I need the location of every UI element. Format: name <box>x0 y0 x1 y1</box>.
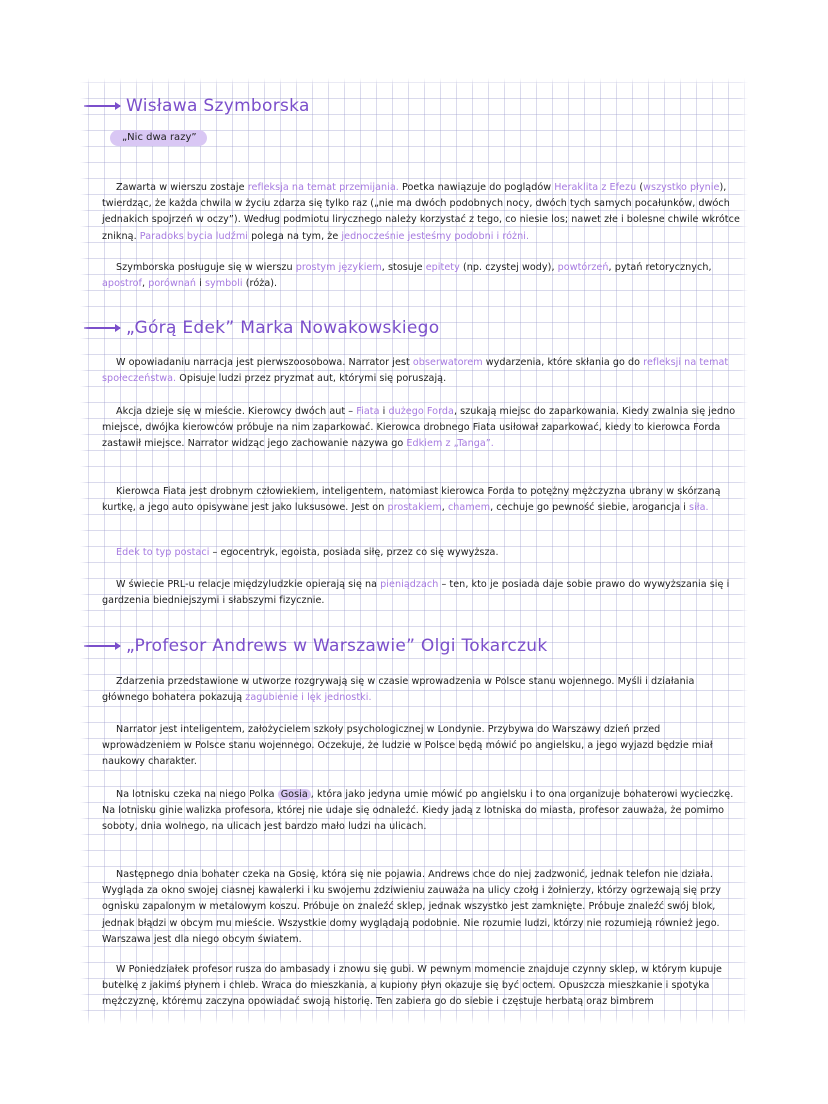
paragraph: Zawarta w wierszu zostaje refleksja na temat przemijania. Poetka nawiązuje do poglądów Heraklita z Efezu (wszystko płynie), twierdząc, że każda chwila w życiu zdarza się tylko raz („nie ma dwóch podobnych nocy, dwóch tych samych pocałunków, dwóch jednakich spojrzeń w oczy”). Według podmiotu lirycznego należy korzystać z tego, co niesie los; nawet złe i bolesne chwile wkrótce znikną. Paradoks bycia ludźmi polega na tym, że jednocześnie jesteśmy podobni i różni. <box>102 182 740 242</box>
arrow-right-icon <box>84 645 120 647</box>
highlighted-term: epitety <box>425 262 460 273</box>
paragraph: W Poniedziałek profesor rusza do ambasady i znowu się gubi. W pewnym momencie znajduje czynny sklep, w którym kupuje butelkę z jakimś płynem i chleb. Wraca do mieszkania, a kupiony płyn okazuje się być octem. Opuszcza mieszkanie i spotyka mężczyznę, któremu zaczyna opowiadać swoją historię. Ten zabiera go do siebie i częstuje herbatą oraz bimbrem <box>102 964 723 1008</box>
highlighted-term: powtórzeń <box>557 262 609 273</box>
highlighted-term: jednocześnie jesteśmy podobni i różni. <box>341 230 530 242</box>
section-heading-gora-edek <box>80 318 439 338</box>
arrow-right-icon <box>84 327 120 329</box>
highlighted-term: siła. <box>689 502 709 514</box>
heading-text: „Górą Edek” Marka Nowakowskiego <box>126 318 440 338</box>
highlighted-term: refleksji na temat społeczeństwa. <box>102 357 729 385</box>
heading-text: „Profesor Andrews w Warszawie” Olgi Tokarczuk <box>126 636 548 656</box>
highlighted-term: prostakiem <box>387 502 442 514</box>
paragraph: W świecie PRL-u relacje międzyludzkie opierają się na pieniądzach – ten, kto je posiada daje sobie prawo do wywyższania się i gardzenia biedniejszymi i słabszymi fizycznie. <box>102 579 730 607</box>
paragraph: Kierowca Fiata jest drobnym człowiekiem, inteligentem, natomiast kierowca Forda to potężny mężczyzna ubrany w skórzaną kurtkę, a jego auto opisywane jest jako luksusowe. Jest on prostakiem, chamem, cechuje go pewność siebie, arogancja i siła. <box>102 486 721 514</box>
poem-title-highlight: „Nic dwa razy” <box>110 130 207 146</box>
highlighted-term: wszystko płynie <box>643 182 720 193</box>
paragraph: Narrator jest inteligentem, założycielem szkoły psychologicznej w Londynie. Przybywa do Warszawy dzień przed wprowadzeniem w Polsce stanu wojennego. Oczekuje, że ludzie w Polsce będą mówić po angielsku, a jego wyjazd będzie miał naukowy charakter. <box>102 724 713 768</box>
highlighted-term: Edek to typ postaci <box>116 547 210 558</box>
highlighted-term: dużego Forda <box>388 406 454 417</box>
section-heading-profesor-andrews <box>80 636 548 656</box>
highlighted-term: symboli <box>204 278 243 290</box>
paragraph: Akcja dzieje się w mieście. Kierowcy dwóch aut – Fiata i dużego Forda, szukają miejsc do zaparkowania. Kiedy zwalnia się jedno miejsce, dwójka kierowców próbuje na nim zaparkować. Kierowca drobnego Fiata usiłował zaparkować, kiedy to kierowca Forda zastawił miejsce. Narrator widząc jego zachowanie nazywa go Edkiem z „Tanga”. <box>102 406 736 450</box>
paragraph: Edek to typ postaci – egocentryk, egoista, posiada siłę, przez co się wywyższa. <box>116 547 499 558</box>
paragraph: Zdarzenia przedstawione w utworze rozgrywają się w czasie wprowadzenia w Polsce stanu wojennego. Myśli i działania głównego bohatera pokazują zagubienie i lęk jednostki. <box>102 676 695 704</box>
highlighted-term: prostym językiem <box>295 262 382 273</box>
highlighted-term: chamem <box>447 502 491 514</box>
highlighted-term: Edkiem z „Tanga”. <box>406 438 494 450</box>
marked-term: Gosia <box>278 789 311 800</box>
paragraph: Na lotnisku czeka na niego Polka Gosia , która jako jedyna umie mówić po angielsku i to ona organizuje bohaterowi wycieczkę. Na lotnisku ginie walizka profesora, której nie udaje się odnaleźć. Kiedy jadą z lotniska do miasta, profesor zauważa, że pomimo soboty, dnia wolnego, na ulicach jest bardzo mało ludzi na ulicach. <box>102 789 734 833</box>
highlighted-term: Heraklita z Efezu <box>554 182 637 193</box>
highlighted-term: Paradoks bycia ludźmi <box>139 230 248 242</box>
section-heading-szymborska <box>80 96 310 116</box>
arrow-right-icon <box>84 105 120 107</box>
highlighted-term: apostrof <box>102 278 142 290</box>
highlighted-term: zagubienie i lęk jednostki. <box>245 692 372 704</box>
heading-text: Wisława Szymborska <box>126 96 310 116</box>
paragraph: W opowiadaniu narracja jest pierwszoosobowa. Narrator jest obserwatorem wydarzenia, które skłania go do refleksji na temat społeczeństwa. Opisuje ludzi przez pryzmat aut, którymi się poruszają. <box>102 357 729 385</box>
paragraph: Szymborska posługuje się w wierszu prostym językiem, stosuje epitety (np. czystej wody), powtórzeń, pytań retorycznych, apostrof, porównań i symboli (róża). <box>102 262 712 290</box>
highlighted-term: porównań <box>148 278 197 290</box>
highlighted-term: obserwatorem <box>412 357 483 368</box>
grid-notebook-page <box>80 78 748 1024</box>
paragraph: Następnego dnia bohater czeka na Gosię, która się nie pojawia. Andrews chce do niej zadzwonić, jednak telefon nie działa. Wygląda za okno swojej ciasnej kawalerki i ku swojemu zdziwieniu zauważa na ulicy czołg i żołnierzy, którzy ogrzewają się przy ognisku zapalonym w metalowym koszu. Próbuje on znaleźć sklep, jednak wszystko jest zamknięte. Próbuje znaleźć swój blok, jednak błądzi w obcym mu mieście. Wszystkie domy wyglądają podobnie. Nie rozumie ludzi, którzy nie rozumieją również jego. Warszawa jest dla niego obcym światem. <box>102 869 721 945</box>
highlighted-term: refleksja na temat przemijania. <box>247 182 399 193</box>
highlighted-term: pieniądzach <box>380 579 439 590</box>
highlighted-term: Fiata <box>356 406 380 417</box>
